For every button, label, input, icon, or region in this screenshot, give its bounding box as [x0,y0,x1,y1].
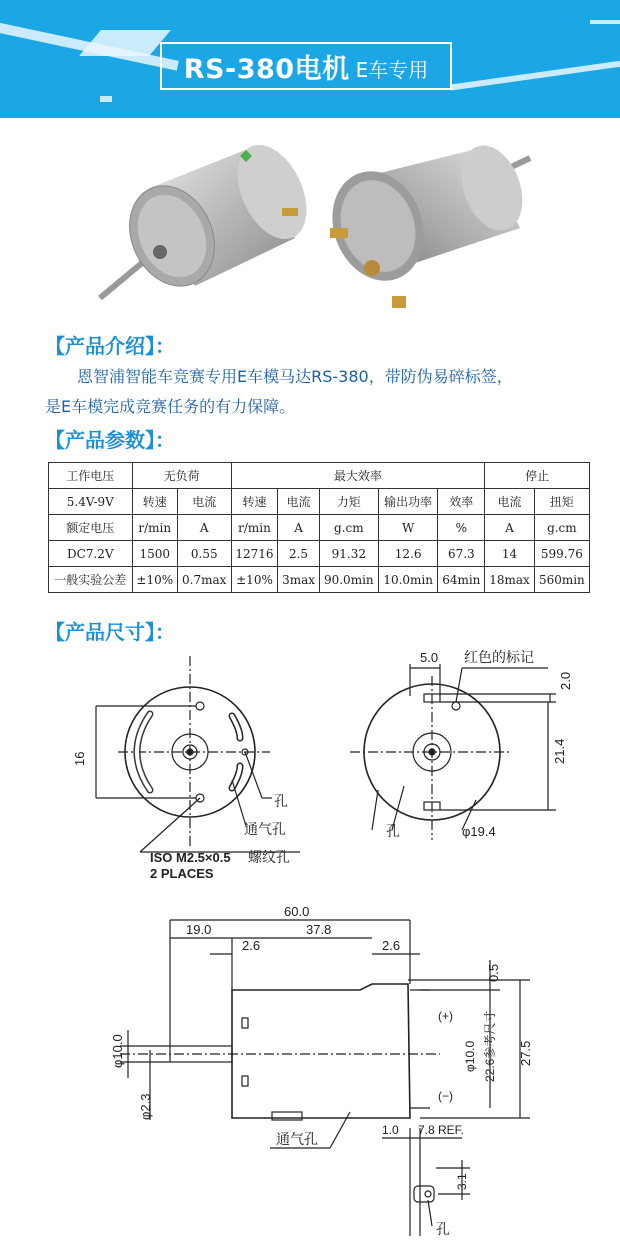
params-table [48,462,590,593]
label-vent-side: 通气孔 [276,1131,318,1147]
dim-22-6: 22.6参考尺寸 [483,1010,497,1082]
table-cell: 一般实验公差 [49,567,133,593]
intro-line-2: 是E车模完成竞赛任务的有力保障。 [45,397,296,416]
dim-phi-2-3: φ2.3 [138,1093,153,1120]
dim-7-8-ref: 7.8 REF. [418,1123,465,1137]
table-cell: 18max [485,567,534,593]
banner-title: RS-380电机 [183,53,350,85]
table-cell: 0.7max [177,567,231,593]
table-cell: 电流 [485,489,534,515]
banner-stripe [100,96,112,102]
table-cell: 91.32 [319,541,378,567]
table-cell: 64min [438,567,485,593]
dim-phi-19-4: φ19.4 [462,824,496,839]
table-cell: W [378,515,437,541]
dim-19: 19.0 [186,922,212,937]
table-cell: r/min [231,515,278,541]
intro-line-1: 恩智浦智能车竞赛专用E车模马达RS-380，带防伪易碎标签， [77,367,513,386]
table-row [49,541,590,567]
dim-60: 60.0 [284,904,310,919]
label-thread: 螺纹孔 [248,849,290,865]
table-cell: 扭矩 [534,489,589,515]
table-cell: 599.76 [534,541,589,567]
table-cell: 12.6 [378,541,437,567]
banner-stripe [450,60,620,91]
table-cell: 1500 [132,541,177,567]
dim-2: 2.0 [558,671,573,690]
label-red-mark: 红色的标记 [464,649,534,665]
banner-title-box [160,42,452,90]
dim-phi-10-left: φ10.0 [110,1034,125,1068]
banner-stripe [590,20,620,24]
motor-photo-left [100,134,320,300]
intro-text [45,362,585,422]
label-plus: (+) [438,1009,453,1023]
dim-5: 5.0 [420,650,439,665]
table-cell: 12716 [231,541,278,567]
dim-3-1: 3.1 [455,1173,469,1190]
table-row [49,489,590,515]
table-cell: 效率 [438,489,485,515]
table-cell: ±10% [132,567,177,593]
label-iso: ISO M2.5×0.5 [150,850,231,865]
label-places: 2 PLACES [150,866,214,881]
table-cell: 最大效率 [231,463,485,489]
table-cell: A [278,515,319,541]
params-heading: 【产品参数】： [45,428,175,452]
table-cell: A [177,515,231,541]
label-minus: (−) [438,1089,453,1103]
dim-27-5: 27.5 [518,1040,533,1066]
table-cell: 工作电压 [49,463,133,489]
table-cell: 转速 [231,489,278,515]
label-hole-left: 孔 [274,793,288,809]
label-hole-side: 孔 [436,1221,450,1237]
table-cell: 5.4V-9V [49,489,133,515]
banner-stripe [79,30,171,56]
dim-37-8: 37.8 [306,922,332,937]
dimension-drawings [0,640,620,1256]
table-cell: g.cm [534,515,589,541]
table-row [49,515,590,541]
table-cell: 输出功率 [378,489,437,515]
table-cell: 560min [534,567,589,593]
table-row [49,463,590,489]
dim-2-6-right: 2.6 [382,938,401,953]
table-cell: r/min [132,515,177,541]
table-cell: DC7.2V [49,541,133,567]
table-cell: 90.0min [319,567,378,593]
table-cell: 2.5 [278,541,319,567]
label-vent-left: 通气孔 [244,821,286,837]
table-cell: % [438,515,485,541]
motor-photo-right [318,137,534,308]
table-cell: 67.3 [438,541,485,567]
table-cell: ±10% [231,567,278,593]
intro-heading: 【产品介绍】： [45,334,175,358]
dim-21-4: 21.4 [552,738,567,764]
dim-1-0: 1.0 [382,1123,399,1137]
table-cell: 转速 [132,489,177,515]
table-cell: A [485,515,534,541]
table-cell: g.cm [319,515,378,541]
label-hole-right: 孔 [386,823,400,839]
dim-2-6-left: 2.6 [242,938,261,953]
motor-photos [0,118,620,330]
banner-subtitle: E车专用 [355,57,429,82]
table-row [49,567,590,593]
dim-16: 16 [72,751,87,766]
table-cell: 0.55 [177,541,231,567]
header-banner [0,0,620,118]
table-cell: 无负荷 [132,463,231,489]
dim-0-5: 0.5 [486,963,501,982]
table-cell: 力矩 [319,489,378,515]
table-cell: 额定电压 [49,515,133,541]
table-cell: 电流 [278,489,319,515]
table-cell: 10.0min [378,567,437,593]
front-view-right [350,664,556,840]
dim-phi-10-right: φ10.0 [463,1040,477,1072]
table-cell: 14 [485,541,534,567]
table-cell: 3max [278,567,319,593]
table-cell: 停止 [485,463,590,489]
size-heading: 【产品尺寸】： [45,620,175,644]
table-cell: 电流 [177,489,231,515]
